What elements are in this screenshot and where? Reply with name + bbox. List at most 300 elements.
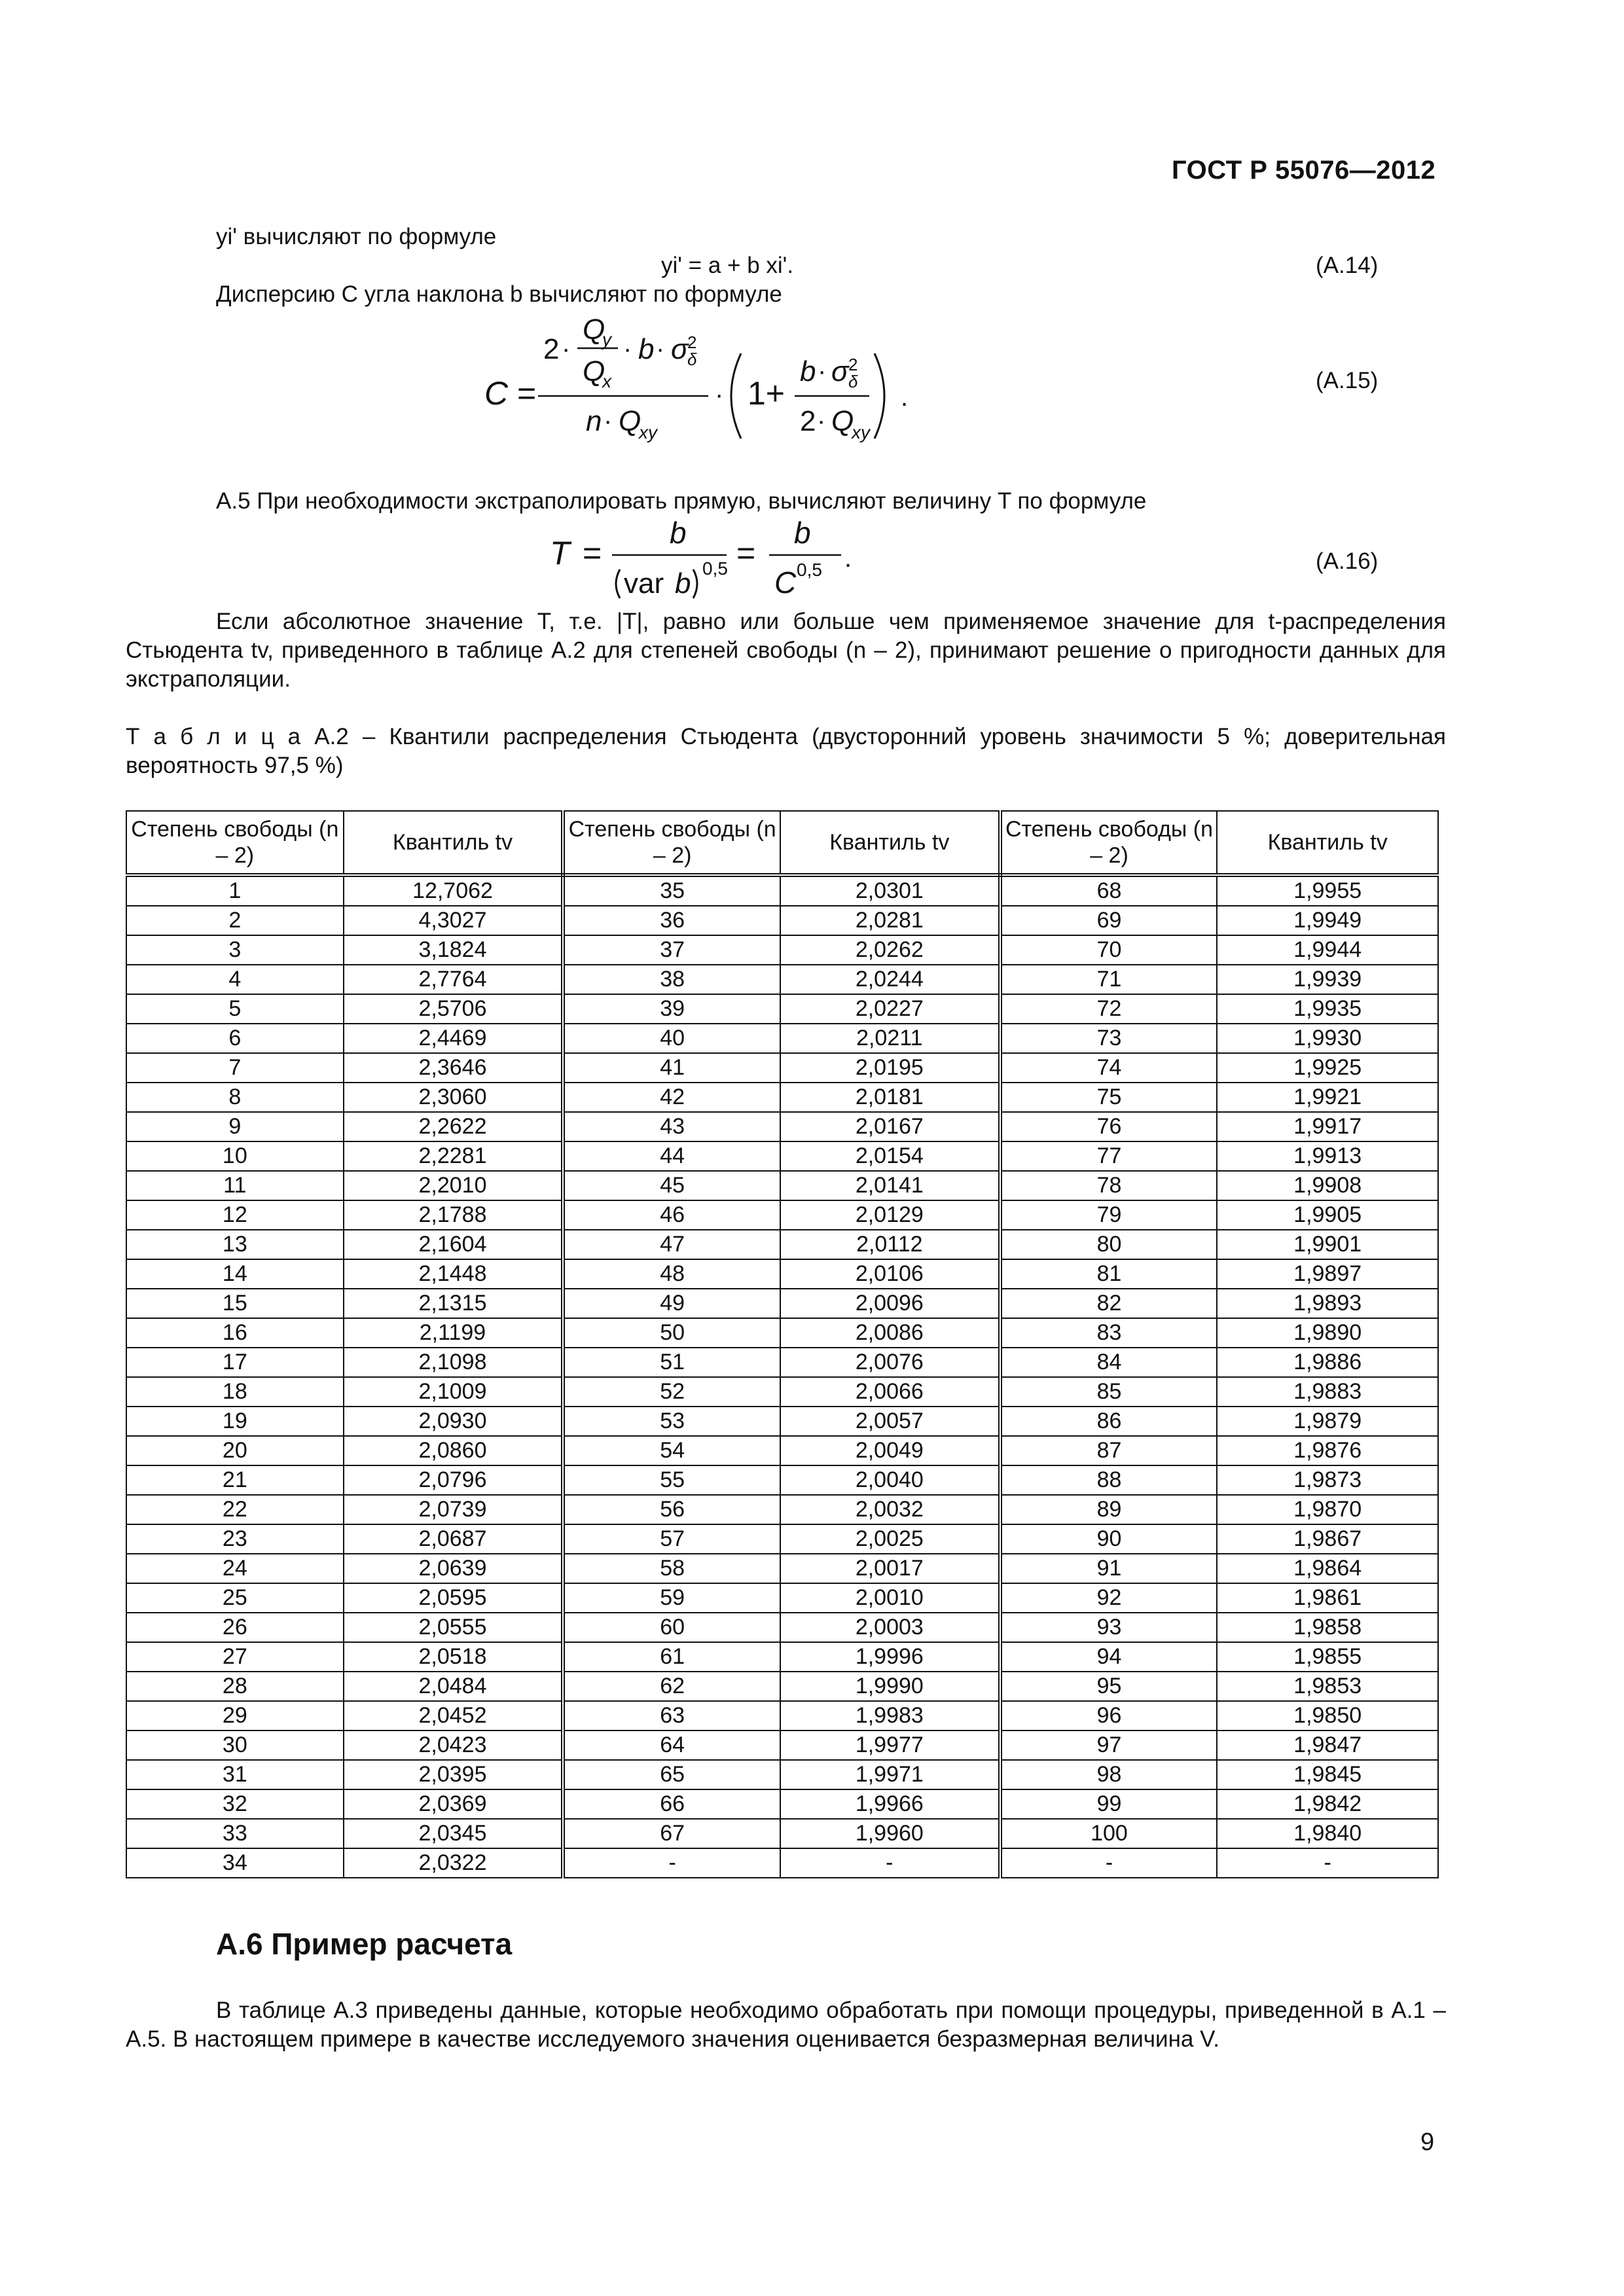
- svg-text:xy: xy: [852, 422, 870, 442]
- degrees-cell: 64: [563, 1731, 780, 1760]
- svg-text:=: =: [583, 535, 602, 571]
- degrees-cell: 33: [126, 1819, 344, 1848]
- quantile-cell: 1,9890: [1217, 1318, 1438, 1348]
- degrees-cell: 44: [563, 1141, 780, 1171]
- student-paragraph: Если абсолютное значение T, т.е. |T|, равно или больше чем применяемое значение для t-распределения Стьюдента tv, приведенного в таблице А.2 для степеней свободы (n – 2), принимают решение о пригодности данных для экстраполяции.: [126, 609, 1446, 692]
- quantile-cell: 1,9977: [780, 1731, 1000, 1760]
- quantile-cell: 2,0003: [780, 1613, 1000, 1642]
- svg-text:b: b: [800, 355, 816, 387]
- table-row: [126, 1495, 1438, 1524]
- quantile-cell: 2,0211: [780, 1024, 1000, 1053]
- svg-text:2: 2: [543, 333, 560, 365]
- quantile-cell: 1,9935: [1217, 994, 1438, 1024]
- table-row: [126, 1465, 1438, 1495]
- quantile-cell: 2,0086: [780, 1318, 1000, 1348]
- svg-text:·: ·: [715, 380, 724, 409]
- table-row: [126, 1642, 1438, 1672]
- header-degrees-1: Степень свободы (n – 2): [126, 811, 344, 875]
- degrees-cell: 50: [563, 1318, 780, 1348]
- quantile-cell: 4,3027: [344, 906, 564, 935]
- table-row: [126, 906, 1438, 935]
- table-row: [126, 1407, 1438, 1436]
- degrees-cell: 71: [1000, 965, 1218, 994]
- svg-text:=: =: [517, 375, 537, 412]
- quantile-cell: 2,0017: [780, 1554, 1000, 1583]
- svg-text:x: x: [602, 371, 611, 391]
- degrees-cell: 66: [563, 1789, 780, 1819]
- quantile-cell: 1,9840: [1217, 1819, 1438, 1848]
- degrees-cell: 42: [563, 1083, 780, 1112]
- quantile-cell: 1,9847: [1217, 1731, 1438, 1760]
- degrees-cell: 94: [1000, 1642, 1218, 1672]
- degrees-cell: 13: [126, 1230, 344, 1259]
- table-row: [126, 1289, 1438, 1318]
- quantile-cell: 1,9921: [1217, 1083, 1438, 1112]
- quantile-cell: 2,3646: [344, 1053, 564, 1083]
- quantile-cell: 1,9893: [1217, 1289, 1438, 1318]
- degrees-cell: 59: [563, 1583, 780, 1613]
- quantile-cell: 1,9949: [1217, 906, 1438, 935]
- table-row: [126, 1171, 1438, 1200]
- quantile-cell: 2,0076: [780, 1348, 1000, 1377]
- degrees-cell: 88: [1000, 1465, 1218, 1495]
- degrees-cell: 38: [563, 965, 780, 994]
- table-row: [126, 1701, 1438, 1731]
- quantile-cell: 1,9842: [1217, 1789, 1438, 1819]
- degrees-cell: 45: [563, 1171, 780, 1200]
- degrees-cell: 77: [1000, 1141, 1218, 1171]
- quantile-cell: 2,0106: [780, 1259, 1000, 1289]
- degrees-cell: 52: [563, 1377, 780, 1407]
- degrees-cell: 18: [126, 1377, 344, 1407]
- svg-text:·: ·: [604, 406, 613, 435]
- quantile-cell: 2,0129: [780, 1200, 1000, 1230]
- degrees-cell: 74: [1000, 1053, 1218, 1083]
- table-row: [126, 1318, 1438, 1348]
- degrees-cell: 54: [563, 1436, 780, 1465]
- quantile-cell: 2,0244: [780, 965, 1000, 994]
- degrees-cell: 99: [1000, 1789, 1218, 1819]
- quantile-cell: 1,9990: [780, 1672, 1000, 1701]
- student-quantile-table: [126, 810, 1439, 1878]
- quantile-cell: 2,0555: [344, 1613, 564, 1642]
- quantile-cell: 1,9905: [1217, 1200, 1438, 1230]
- degrees-cell: 17: [126, 1348, 344, 1377]
- table-row: [126, 1141, 1438, 1171]
- degrees-cell: 37: [563, 935, 780, 965]
- svg-text:·: ·: [818, 357, 827, 386]
- degrees-cell: 15: [126, 1289, 344, 1318]
- table-row: [126, 965, 1438, 994]
- svg-text:2: 2: [687, 332, 697, 352]
- quantile-cell: 2,1788: [344, 1200, 564, 1230]
- quantile-cell: 1,9971: [780, 1760, 1000, 1789]
- quantile-cell: 2,0484: [344, 1672, 564, 1701]
- degrees-cell: 43: [563, 1112, 780, 1141]
- table-row: [126, 1554, 1438, 1583]
- quantile-cell: 2,0369: [344, 1789, 564, 1819]
- degrees-cell: 51: [563, 1348, 780, 1377]
- degrees-cell: 91: [1000, 1554, 1218, 1583]
- quantile-cell: 2,0096: [780, 1289, 1000, 1318]
- degrees-cell: 25: [126, 1583, 344, 1613]
- page-number: 9: [1420, 2128, 1435, 2156]
- degrees-cell: 26: [126, 1613, 344, 1642]
- svg-text:.: .: [844, 544, 852, 573]
- degrees-cell: 86: [1000, 1407, 1218, 1436]
- quantile-cell: 1,9996: [780, 1642, 1000, 1672]
- quantile-cell: 2,0595: [344, 1583, 564, 1613]
- quantile-cell: 1,9886: [1217, 1348, 1438, 1377]
- svg-text:xy: xy: [639, 422, 657, 442]
- table-row: [126, 935, 1438, 965]
- section-a6-paragraph: В таблице А.3 приведены данные, которые необходимо обработать при помощи процедуры, приведенной в А.1 – А.5. В настоящем примере в качестве исследуемого значения оценивается безразмерная величина V.: [126, 1998, 1446, 2052]
- quantile-cell: 1,9845: [1217, 1760, 1438, 1789]
- equation-a15-formula: [478, 308, 936, 465]
- degrees-cell: 32: [126, 1789, 344, 1819]
- quantile-cell: 2,0452: [344, 1701, 564, 1731]
- svg-text:·: ·: [562, 334, 571, 363]
- degrees-cell: 95: [1000, 1672, 1218, 1701]
- svg-text:·: ·: [656, 334, 665, 363]
- degrees-cell: 83: [1000, 1318, 1218, 1348]
- degrees-cell: 24: [126, 1554, 344, 1583]
- quantile-cell: 2,0301: [780, 875, 1000, 906]
- degrees-cell: 87: [1000, 1436, 1218, 1465]
- table-row: [126, 1200, 1438, 1230]
- degrees-cell: 79: [1000, 1200, 1218, 1230]
- degrees-cell: -: [1000, 1848, 1218, 1878]
- degrees-cell: 4: [126, 965, 344, 994]
- quantile-cell: 2,0154: [780, 1141, 1000, 1171]
- degrees-cell: 46: [563, 1200, 780, 1230]
- quantile-cell: 2,3060: [344, 1083, 564, 1112]
- degrees-cell: 55: [563, 1465, 780, 1495]
- degrees-cell: 68: [1000, 875, 1218, 906]
- degrees-cell: 6: [126, 1024, 344, 1053]
- degrees-cell: 97: [1000, 1731, 1218, 1760]
- quantile-cell: 1,9944: [1217, 935, 1438, 965]
- degrees-cell: 72: [1000, 994, 1218, 1024]
- quantile-cell: 1,9873: [1217, 1465, 1438, 1495]
- quantile-cell: 2,0518: [344, 1642, 564, 1672]
- svg-text:0,5: 0,5: [702, 558, 728, 579]
- degrees-cell: 82: [1000, 1289, 1218, 1318]
- degrees-cell: 70: [1000, 935, 1218, 965]
- quantile-cell: 2,0195: [780, 1053, 1000, 1083]
- degrees-cell: 93: [1000, 1613, 1218, 1642]
- degrees-cell: 84: [1000, 1348, 1218, 1377]
- quantile-cell: 2,0322: [344, 1848, 564, 1878]
- svg-text:δ: δ: [848, 372, 858, 391]
- quantile-cell: 2,1604: [344, 1230, 564, 1259]
- svg-text:b: b: [670, 516, 687, 550]
- quantile-cell: -: [1217, 1848, 1438, 1878]
- table-row: [126, 1524, 1438, 1554]
- header-degrees-3: Степень свободы (n – 2): [1000, 811, 1218, 875]
- table-row: [126, 1848, 1438, 1878]
- quantile-cell: 2,1009: [344, 1377, 564, 1407]
- degrees-cell: 92: [1000, 1583, 1218, 1613]
- svg-text:y: y: [602, 329, 611, 350]
- table-header-row: [126, 811, 1438, 875]
- svg-text:.: .: [901, 383, 909, 412]
- degrees-cell: 75: [1000, 1083, 1218, 1112]
- quantile-cell: 2,0345: [344, 1819, 564, 1848]
- table-row: [126, 1377, 1438, 1407]
- degrees-cell: 76: [1000, 1112, 1218, 1141]
- header-quantile-1: Квантиль tv: [344, 811, 564, 875]
- table-row: [126, 1259, 1438, 1289]
- quantile-cell: 1,9864: [1217, 1554, 1438, 1583]
- quantile-cell: 1,9879: [1217, 1407, 1438, 1436]
- degrees-cell: 10: [126, 1141, 344, 1171]
- table-row: [126, 1053, 1438, 1083]
- quantile-cell: 1,9897: [1217, 1259, 1438, 1289]
- degrees-cell: 53: [563, 1407, 780, 1436]
- quantile-cell: 2,1448: [344, 1259, 564, 1289]
- dispersion-intro-text: Дисперсию C угла наклона b вычисляют по формуле: [216, 281, 782, 307]
- quantile-cell: 2,0040: [780, 1465, 1000, 1495]
- degrees-cell: -: [563, 1848, 780, 1878]
- table-row: [126, 1789, 1438, 1819]
- quantile-cell: 1,9913: [1217, 1141, 1438, 1171]
- degrees-cell: 39: [563, 994, 780, 1024]
- section-a6-title: А.6 Пример расчета: [216, 1927, 513, 1961]
- degrees-cell: 5: [126, 994, 344, 1024]
- degrees-cell: 73: [1000, 1024, 1218, 1053]
- degrees-cell: 48: [563, 1259, 780, 1289]
- quantile-cell: 2,2281: [344, 1141, 564, 1171]
- table-row: [126, 1672, 1438, 1701]
- quantile-cell: 1,9939: [1217, 965, 1438, 994]
- svg-text:Q: Q: [583, 355, 605, 387]
- quantile-cell: 2,0167: [780, 1112, 1000, 1141]
- quantile-cell: 12,7062: [344, 875, 564, 906]
- degrees-cell: 8: [126, 1083, 344, 1112]
- degrees-cell: 49: [563, 1289, 780, 1318]
- header-quantile-2: Квантиль tv: [780, 811, 1000, 875]
- quantile-cell: 1,9850: [1217, 1701, 1438, 1731]
- svg-text:b: b: [675, 567, 691, 600]
- table-row: [126, 1613, 1438, 1642]
- quantile-cell: 1,9853: [1217, 1672, 1438, 1701]
- quantile-cell: 2,0049: [780, 1436, 1000, 1465]
- quantile-cell: 2,0032: [780, 1495, 1000, 1524]
- degrees-cell: 19: [126, 1407, 344, 1436]
- table-row: [126, 1112, 1438, 1141]
- degrees-cell: 34: [126, 1848, 344, 1878]
- degrees-cell: 65: [563, 1760, 780, 1789]
- quantile-cell: 1,9917: [1217, 1112, 1438, 1141]
- degrees-cell: 40: [563, 1024, 780, 1053]
- quantile-cell: 2,0066: [780, 1377, 1000, 1407]
- quantile-cell: 2,2622: [344, 1112, 564, 1141]
- yi-intro-text: yi' вычисляют по формуле: [216, 224, 497, 249]
- degrees-cell: 11: [126, 1171, 344, 1200]
- equation-a14: yi' = a + b xi'.: [661, 253, 794, 278]
- svg-text:Q: Q: [831, 405, 854, 437]
- quantile-cell: 2,0181: [780, 1083, 1000, 1112]
- svg-text:2: 2: [848, 355, 858, 374]
- quantile-cell: 2,7764: [344, 965, 564, 994]
- degrees-cell: 31: [126, 1760, 344, 1789]
- quantile-cell: 2,5706: [344, 994, 564, 1024]
- degrees-cell: 47: [563, 1230, 780, 1259]
- degrees-cell: 14: [126, 1259, 344, 1289]
- degrees-cell: 57: [563, 1524, 780, 1554]
- a5-text: А.5 При необходимости экстраполировать прямую, вычисляют величину T по формуле: [216, 488, 1147, 514]
- quantile-cell: 1,9883: [1217, 1377, 1438, 1407]
- degrees-cell: 30: [126, 1731, 344, 1760]
- svg-text:·: ·: [623, 334, 632, 363]
- quantile-cell: 1,9966: [780, 1789, 1000, 1819]
- degrees-cell: 61: [563, 1642, 780, 1672]
- degrees-cell: 36: [563, 906, 780, 935]
- degrees-cell: 90: [1000, 1524, 1218, 1554]
- quantile-cell: 2,0281: [780, 906, 1000, 935]
- quantile-cell: 1,9930: [1217, 1024, 1438, 1053]
- svg-text:σ: σ: [671, 333, 689, 365]
- degrees-cell: 98: [1000, 1760, 1218, 1789]
- svg-text:C: C: [484, 375, 509, 412]
- document-id: ГОСТ Р 55076—2012: [1172, 156, 1436, 185]
- degrees-cell: 67: [563, 1819, 780, 1848]
- table-row: [126, 1436, 1438, 1465]
- quantile-cell: 2,0141: [780, 1171, 1000, 1200]
- degrees-cell: 20: [126, 1436, 344, 1465]
- degrees-cell: 60: [563, 1613, 780, 1642]
- degrees-cell: 78: [1000, 1171, 1218, 1200]
- equation-a16-formula: [547, 511, 861, 609]
- degrees-cell: 16: [126, 1318, 344, 1348]
- quantile-cell: 2,0395: [344, 1760, 564, 1789]
- degrees-cell: 3: [126, 935, 344, 965]
- quantile-cell: 1,9955: [1217, 875, 1438, 906]
- degrees-cell: 100: [1000, 1819, 1218, 1848]
- quantile-cell: 2,0262: [780, 935, 1000, 965]
- quantile-cell: 1,9858: [1217, 1613, 1438, 1642]
- header-quantile-3: Квантиль tv: [1217, 811, 1438, 875]
- svg-text:b: b: [794, 516, 811, 550]
- quantile-cell: 2,1098: [344, 1348, 564, 1377]
- quantile-cell: 2,1315: [344, 1289, 564, 1318]
- quantile-cell: 1,9908: [1217, 1171, 1438, 1200]
- quantile-cell: 1,9925: [1217, 1053, 1438, 1083]
- quantile-cell: 2,0639: [344, 1554, 564, 1583]
- degrees-cell: 2: [126, 906, 344, 935]
- degrees-cell: 81: [1000, 1259, 1218, 1289]
- quantile-cell: 2,0423: [344, 1731, 564, 1760]
- table-row: [126, 1230, 1438, 1259]
- svg-text:1+: 1+: [748, 375, 785, 412]
- svg-text:Q: Q: [583, 314, 605, 346]
- degrees-cell: 62: [563, 1672, 780, 1701]
- quantile-cell: 1,9876: [1217, 1436, 1438, 1465]
- degrees-cell: 21: [126, 1465, 344, 1495]
- quantile-cell: 2,0057: [780, 1407, 1000, 1436]
- table-row: [126, 1819, 1438, 1848]
- quantile-cell: 2,0796: [344, 1465, 564, 1495]
- degrees-cell: 69: [1000, 906, 1218, 935]
- svg-text:T: T: [550, 535, 570, 571]
- quantile-cell: 1,9870: [1217, 1495, 1438, 1524]
- quantile-cell: 2,2010: [344, 1171, 564, 1200]
- degrees-cell: 23: [126, 1524, 344, 1554]
- table-row: [126, 875, 1438, 906]
- degrees-cell: 9: [126, 1112, 344, 1141]
- svg-text:σ: σ: [831, 355, 849, 387]
- svg-text:0,5: 0,5: [797, 560, 822, 580]
- table-row: [126, 1083, 1438, 1112]
- degrees-cell: 56: [563, 1495, 780, 1524]
- equation-a16-number: (А.16): [1316, 548, 1379, 574]
- quantile-cell: 2,0739: [344, 1495, 564, 1524]
- degrees-cell: 12: [126, 1200, 344, 1230]
- svg-text:=: =: [736, 535, 756, 571]
- quantile-cell: -: [780, 1848, 1000, 1878]
- table-row: [126, 1024, 1438, 1053]
- quantile-cell: 2,0112: [780, 1230, 1000, 1259]
- degrees-cell: 27: [126, 1642, 344, 1672]
- svg-text:·: ·: [817, 406, 826, 435]
- quantile-cell: 2,0687: [344, 1524, 564, 1554]
- degrees-cell: 63: [563, 1701, 780, 1731]
- degrees-cell: 7: [126, 1053, 344, 1083]
- table-row: [126, 1760, 1438, 1789]
- quantile-cell: 1,9855: [1217, 1642, 1438, 1672]
- degrees-cell: 80: [1000, 1230, 1218, 1259]
- degrees-cell: 89: [1000, 1495, 1218, 1524]
- header-degrees-2: Степень свободы (n – 2): [563, 811, 780, 875]
- svg-text:2: 2: [800, 405, 816, 437]
- quantile-cell: 3,1824: [344, 935, 564, 965]
- degrees-cell: 22: [126, 1495, 344, 1524]
- svg-text:δ: δ: [687, 350, 697, 369]
- svg-text:var: var: [624, 567, 664, 600]
- equation-a14-number: (А.14): [1316, 253, 1379, 278]
- table-row: [126, 1731, 1438, 1760]
- degrees-cell: 58: [563, 1554, 780, 1583]
- degrees-cell: 29: [126, 1701, 344, 1731]
- quantile-cell: 2,0010: [780, 1583, 1000, 1613]
- quantile-cell: 2,1199: [344, 1318, 564, 1348]
- quantile-cell: 2,0930: [344, 1407, 564, 1436]
- svg-text:n: n: [586, 405, 602, 437]
- quantile-cell: 2,0227: [780, 994, 1000, 1024]
- degrees-cell: 1: [126, 875, 344, 906]
- quantile-cell: 2,0025: [780, 1524, 1000, 1554]
- degrees-cell: 85: [1000, 1377, 1218, 1407]
- quantile-cell: 1,9901: [1217, 1230, 1438, 1259]
- degrees-cell: 41: [563, 1053, 780, 1083]
- quantile-cell: 1,9960: [780, 1819, 1000, 1848]
- svg-text:b: b: [638, 333, 655, 365]
- quantile-cell: 2,0860: [344, 1436, 564, 1465]
- equation-a15-number: (А.15): [1316, 368, 1379, 393]
- svg-text:C: C: [774, 565, 797, 600]
- table-caption: Т а б л и ц а А.2 – Квантили распределения Стьюдента (двусторонний уровень значимости 5 %; доверительная вероятность 97,5 %): [126, 724, 1446, 778]
- degrees-cell: 96: [1000, 1701, 1218, 1731]
- quantile-cell: 1,9867: [1217, 1524, 1438, 1554]
- quantile-cell: 1,9983: [780, 1701, 1000, 1731]
- degrees-cell: 35: [563, 875, 780, 906]
- degrees-cell: 28: [126, 1672, 344, 1701]
- quantile-cell: 1,9861: [1217, 1583, 1438, 1613]
- table-row: [126, 994, 1438, 1024]
- quantile-cell: 2,4469: [344, 1024, 564, 1053]
- table-row: [126, 1348, 1438, 1377]
